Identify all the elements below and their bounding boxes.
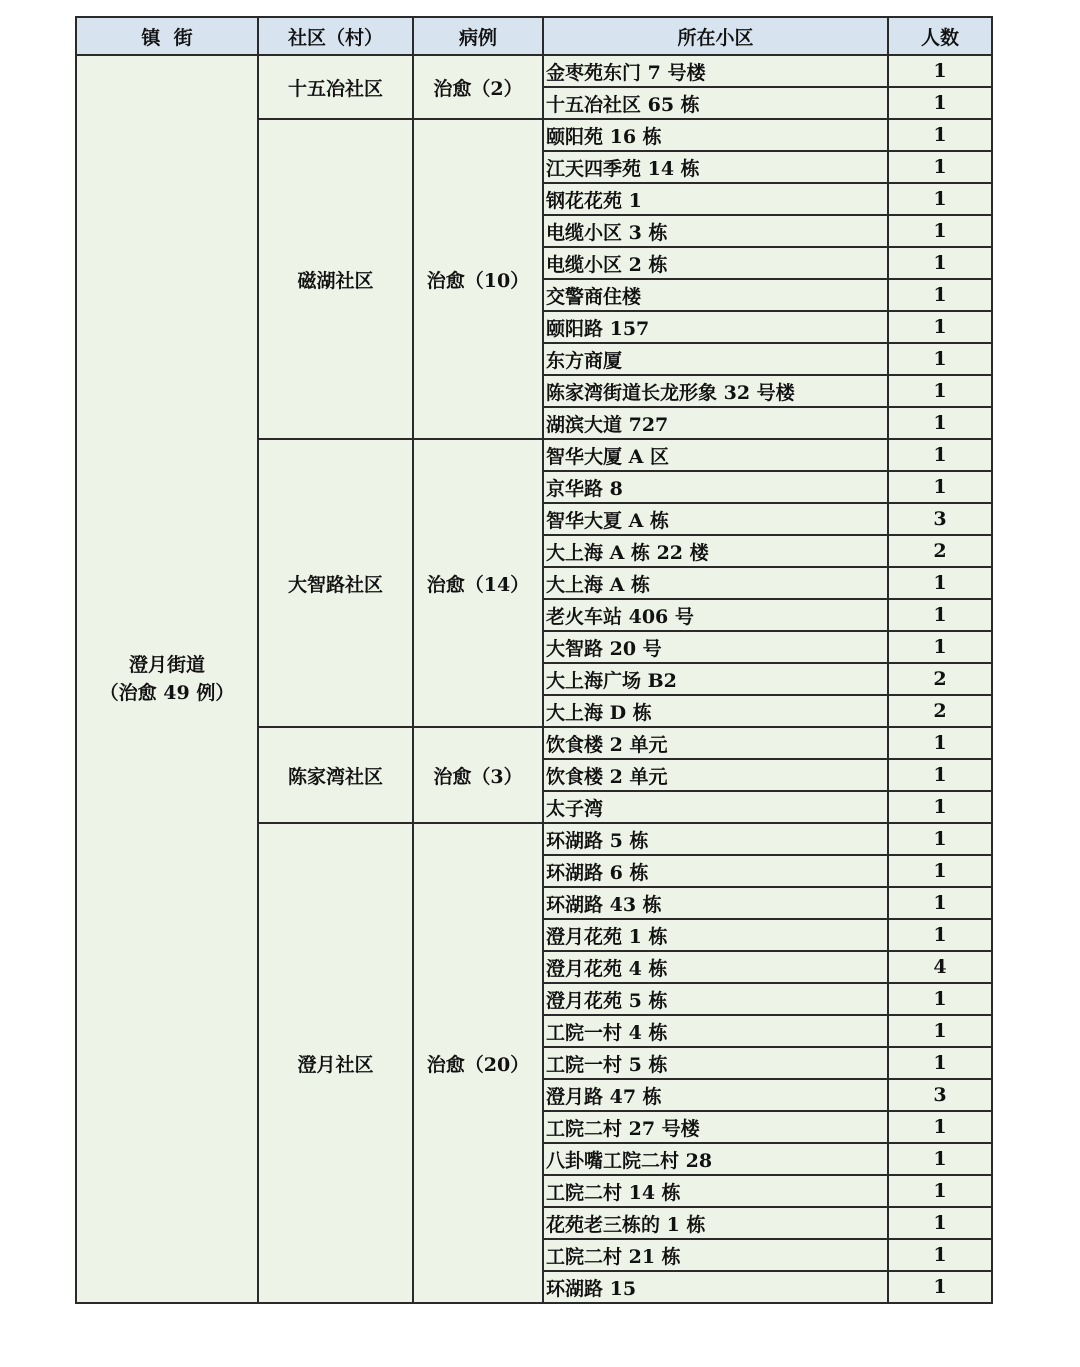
header-count: 人数 [888,17,992,55]
community-name: 磁湖社区 [258,119,413,439]
count-cell: 1 [888,1047,992,1079]
address-cell: 大上海广场 B2 [543,663,888,695]
address-cell: 湖滨大道 727 [543,407,888,439]
address-cell: 颐阳路 157 [543,311,888,343]
count-cell: 1 [888,727,992,759]
address-cell: 环湖路 5 栋 [543,823,888,855]
count-cell: 1 [888,311,992,343]
address-cell: 工院一村 4 栋 [543,1015,888,1047]
address-cell: 澄月花苑 5 栋 [543,983,888,1015]
address-cell: 澄月花苑 1 栋 [543,919,888,951]
count-cell: 1 [888,119,992,151]
count-cell: 1 [888,215,992,247]
table-row [76,55,992,87]
address-cell: 电缆小区 2 栋 [543,247,888,279]
community-cases: 治愈（2） [413,55,543,119]
count-cell: 1 [888,823,992,855]
count-cell: 3 [888,1079,992,1111]
address-cell: 环湖路 43 栋 [543,887,888,919]
count-cell: 3 [888,503,992,535]
community-cases: 治愈（14） [413,439,543,727]
count-cell: 2 [888,663,992,695]
table-body [76,55,992,1303]
address-cell: 钢花花苑 1 [543,183,888,215]
count-cell: 1 [888,1175,992,1207]
address-cell: 大智路 20 号 [543,631,888,663]
address-cell: 京华路 8 [543,471,888,503]
count-cell: 1 [888,1239,992,1271]
cases-table [75,16,993,1304]
header-town: 镇 街 [76,17,258,55]
count-cell: 1 [888,855,992,887]
address-cell: 陈家湾街道长龙形象 32 号楼 [543,375,888,407]
count-cell: 1 [888,599,992,631]
address-cell: 太子湾 [543,791,888,823]
address-cell: 智华大夏 A 栋 [543,503,888,535]
count-cell: 1 [888,407,992,439]
address-cell: 大上海 A 栋 [543,567,888,599]
count-cell: 1 [888,55,992,87]
address-cell: 大上海 D 栋 [543,695,888,727]
count-cell: 1 [888,279,992,311]
count-cell: 1 [888,439,992,471]
address-cell: 饮食楼 2 单元 [543,759,888,791]
address-cell: 工院二村 27 号楼 [543,1111,888,1143]
count-cell: 1 [888,375,992,407]
count-cell: 4 [888,951,992,983]
address-cell: 东方商厦 [543,343,888,375]
address-cell: 十五冶社区 65 栋 [543,87,888,119]
count-cell: 1 [888,887,992,919]
address-cell: 工院二村 21 栋 [543,1239,888,1271]
header-row [76,17,992,55]
count-cell: 1 [888,1015,992,1047]
address-cell: 电缆小区 3 栋 [543,215,888,247]
count-cell: 1 [888,343,992,375]
community-name: 陈家湾社区 [258,727,413,823]
count-cell: 1 [888,1271,992,1303]
address-cell: 交警商住楼 [543,279,888,311]
count-cell: 1 [888,791,992,823]
address-cell: 金枣苑东门 7 号楼 [543,55,888,87]
community-name: 澄月社区 [258,823,413,1303]
address-cell: 饮食楼 2 单元 [543,727,888,759]
count-cell: 1 [888,183,992,215]
address-cell: 环湖路 15 [543,1271,888,1303]
count-cell: 1 [888,567,992,599]
address-cell: 工院二村 14 栋 [543,1175,888,1207]
address-cell: 工院一村 5 栋 [543,1047,888,1079]
count-cell: 1 [888,631,992,663]
count-cell: 1 [888,151,992,183]
count-cell: 1 [888,919,992,951]
community-cases: 治愈（3） [413,727,543,823]
count-cell: 2 [888,695,992,727]
address-cell: 大上海 A 栋 22 楼 [543,535,888,567]
town-summary: （治愈 49 例） [99,682,235,704]
header-cases: 病例 [413,17,543,55]
count-cell: 1 [888,87,992,119]
town-cell [76,55,258,1303]
community-name: 大智路社区 [258,439,413,727]
count-cell: 2 [888,535,992,567]
address-cell: 环湖路 6 栋 [543,855,888,887]
town-name: 澄月街道 [128,654,205,676]
address-cell: 智华大厦 A 区 [543,439,888,471]
count-cell: 1 [888,1111,992,1143]
header-community: 社区（村） [258,17,413,55]
address-cell: 江天四季苑 14 栋 [543,151,888,183]
community-name: 十五冶社区 [258,55,413,119]
address-cell: 老火车站 406 号 [543,599,888,631]
header-address: 所在小区 [543,17,888,55]
count-cell: 1 [888,759,992,791]
address-cell: 颐阳苑 16 栋 [543,119,888,151]
community-cases: 治愈（20） [413,823,543,1303]
address-cell: 澄月花苑 4 栋 [543,951,888,983]
count-cell: 1 [888,247,992,279]
count-cell: 1 [888,471,992,503]
address-cell: 澄月路 47 栋 [543,1079,888,1111]
community-cases: 治愈（10） [413,119,543,439]
count-cell: 1 [888,1207,992,1239]
count-cell: 1 [888,1143,992,1175]
count-cell: 1 [888,983,992,1015]
address-cell: 花苑老三栋的 1 栋 [543,1207,888,1239]
address-cell: 八卦嘴工院二村 28 [543,1143,888,1175]
